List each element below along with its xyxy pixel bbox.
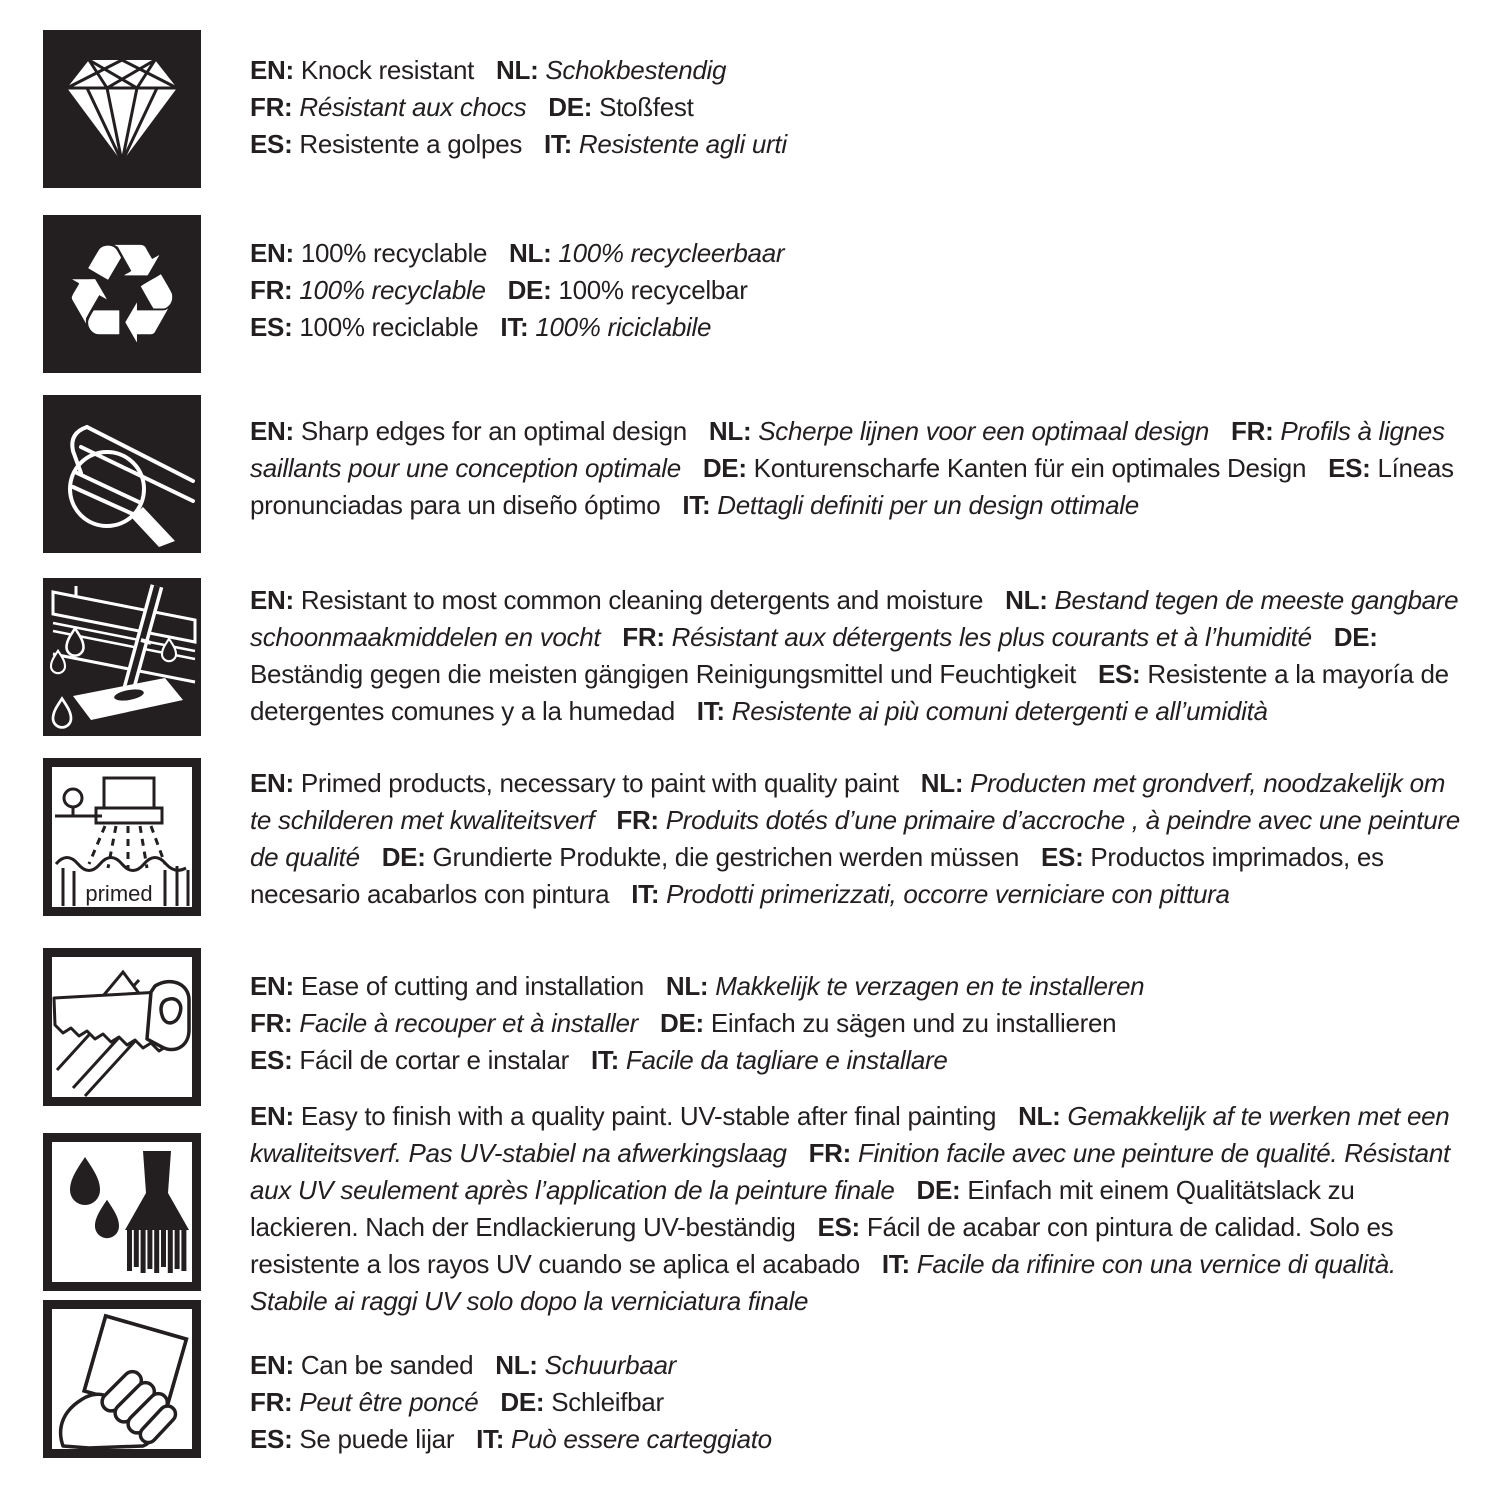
feature-entry bbox=[250, 235, 487, 272]
lang-label: NL: bbox=[495, 1350, 538, 1380]
feature-text: Knock resistant bbox=[300, 55, 475, 85]
feature-text: Scherpe lijnen voor een optimaal design bbox=[758, 416, 1210, 446]
mop-icon bbox=[43, 578, 201, 736]
recycle-icon bbox=[43, 215, 201, 373]
paint-brush-icon bbox=[43, 1133, 201, 1291]
lang-label: FR: bbox=[1231, 416, 1274, 446]
lang-label: FR: bbox=[616, 805, 659, 835]
lang-label: EN: bbox=[250, 1101, 294, 1131]
feature-text: Se puede lijar bbox=[299, 1424, 455, 1454]
lang-label: EN: bbox=[250, 768, 294, 798]
feature-text: Finition facile avec une peinture de qualité. Résistant aux UV seulement après l’application de la peinture finale bbox=[250, 1138, 1450, 1205]
sanding-hand-icon bbox=[43, 1300, 201, 1458]
saw-icon bbox=[43, 948, 201, 1106]
feature-text: Può essere carteggiato bbox=[511, 1424, 772, 1454]
feature-entry bbox=[250, 126, 522, 163]
lang-label: FR: bbox=[622, 622, 665, 652]
feature-text: 100% recycleerbaar bbox=[558, 238, 785, 268]
feature-text: Primed products, necessary to paint with quality paint bbox=[300, 768, 899, 798]
lang-label: NL: bbox=[1018, 1101, 1061, 1131]
feature-text: 100% reciclable bbox=[299, 312, 479, 342]
feature-text: Resistente a golpes bbox=[299, 129, 523, 159]
lang-label: IT: bbox=[476, 1424, 505, 1454]
feature-text-block bbox=[250, 1098, 1462, 1320]
lang-label: EN: bbox=[250, 585, 294, 615]
feature-entry bbox=[682, 490, 1139, 520]
feature-text-block bbox=[250, 413, 1462, 524]
feature-entry bbox=[709, 416, 1209, 446]
lang-label: NL: bbox=[496, 55, 539, 85]
mop-icon bbox=[43, 578, 201, 736]
feature-text: Einfach zu sägen und zu installieren bbox=[710, 1008, 1117, 1038]
recycle-icon bbox=[43, 215, 201, 373]
feature-text-block bbox=[250, 1347, 850, 1458]
lang-label: EN: bbox=[250, 416, 294, 446]
feature-text: Fácil de cortar e instalar bbox=[299, 1045, 570, 1075]
feature-text: Ease of cutting and installation bbox=[300, 971, 644, 1001]
feature-entry bbox=[697, 696, 1268, 726]
feature-text: Peut être poncé bbox=[299, 1387, 479, 1417]
feature-text: Makkelijk te verzagen en te installeren bbox=[715, 971, 1145, 1001]
feature-entry bbox=[500, 309, 711, 346]
feature-text: Prodotti primerizzati, occorre verniciare con pittura bbox=[666, 879, 1230, 909]
lang-label: IT: bbox=[590, 1045, 619, 1075]
lang-label: ES: bbox=[817, 1212, 860, 1242]
feature-text: Resistant to most common cleaning detergents and moisture bbox=[300, 585, 984, 615]
feature-entry bbox=[509, 235, 784, 272]
diamond-icon bbox=[43, 30, 201, 188]
feature-entry bbox=[250, 1421, 454, 1458]
feature-entry bbox=[250, 272, 486, 309]
feature-entry bbox=[250, 89, 526, 126]
feature-text: 100% riciclabile bbox=[535, 312, 712, 342]
sharp-edges-icon bbox=[43, 395, 201, 553]
sanding-hand-icon bbox=[43, 1300, 201, 1458]
feature-text: Résistant aux détergents les plus courants et à l’humidité bbox=[671, 622, 1312, 652]
feature-entry bbox=[250, 1384, 478, 1421]
feature-text: Producten met grondverf, noodzakelijk om te schilderen met kwaliteitsverf bbox=[250, 768, 1446, 835]
primer-spray-icon bbox=[43, 758, 201, 916]
feature-entry bbox=[631, 879, 1229, 909]
lang-label: DE: bbox=[659, 1008, 704, 1038]
feature-text: Sharp edges for an optimal design bbox=[300, 416, 687, 446]
feature-text: Schuurbaar bbox=[544, 1350, 677, 1380]
feature-entry bbox=[250, 416, 687, 446]
lang-label: DE: bbox=[1333, 622, 1378, 652]
feature-text: Schokbestendig bbox=[545, 55, 727, 85]
feature-entry bbox=[250, 1042, 569, 1079]
feature-text: Líneas pronunciadas para un diseño óptimo bbox=[250, 453, 1454, 520]
lang-label: ES: bbox=[250, 1045, 293, 1075]
lang-label: IT: bbox=[544, 129, 572, 159]
feature-text: Resistente agli urti bbox=[578, 129, 787, 159]
feature-entry bbox=[666, 968, 1144, 1005]
feature-text: Can be sanded bbox=[300, 1350, 474, 1380]
lang-label: IT: bbox=[631, 879, 660, 909]
lang-label: DE: bbox=[381, 842, 426, 872]
lang-label: DE: bbox=[702, 453, 747, 483]
feature-entry bbox=[250, 1005, 638, 1042]
feature-entry bbox=[703, 453, 1306, 483]
feature-entry bbox=[250, 1101, 996, 1131]
lang-label: FR: bbox=[808, 1138, 852, 1168]
lang-label: IT: bbox=[696, 696, 725, 726]
feature-text: 100% recyclable bbox=[299, 275, 486, 305]
feature-entry bbox=[250, 585, 983, 615]
feature-entry bbox=[250, 768, 899, 798]
feature-entry bbox=[495, 1347, 676, 1384]
feature-text: Produits dotés d’une primaire d’accroche , à peindre avec une peinture de qualité bbox=[250, 805, 1460, 872]
feature-text: Grundierte Produkte, die gestrichen werden müssen bbox=[432, 842, 1020, 872]
feature-text: Facile da tagliare e installare bbox=[625, 1045, 948, 1075]
diamond-icon bbox=[43, 30, 201, 188]
saw-icon bbox=[43, 948, 201, 1106]
lang-label: DE: bbox=[548, 92, 593, 122]
lang-label: NL: bbox=[665, 971, 709, 1001]
feature-text: Resistente ai più comuni detergenti e all’umidità bbox=[731, 696, 1268, 726]
feature-entry bbox=[544, 126, 787, 163]
feature-text: Stoßfest bbox=[599, 92, 694, 122]
feature-entry bbox=[250, 309, 478, 346]
feature-text: 100% recycelbar bbox=[558, 275, 748, 305]
lang-label: NL: bbox=[708, 416, 752, 446]
feature-entry bbox=[250, 968, 644, 1005]
lang-label: DE: bbox=[507, 275, 552, 305]
feature-entry bbox=[250, 52, 474, 89]
feature-entry bbox=[591, 1042, 948, 1079]
feature-entry bbox=[250, 1347, 473, 1384]
lang-label: ES: bbox=[250, 129, 293, 159]
feature-text: Easy to finish with a quality paint. UV-stable after final painting bbox=[300, 1101, 997, 1131]
lang-label: DE: bbox=[916, 1175, 961, 1205]
feature-text: Facile à recouper et à installer bbox=[299, 1008, 639, 1038]
lang-label: EN: bbox=[250, 971, 294, 1001]
lang-label: DE: bbox=[500, 1387, 545, 1417]
feature-entry bbox=[500, 1384, 663, 1421]
feature-text: Resistente a la mayoría de detergentes comunes y a la humedad bbox=[250, 659, 1449, 726]
feature-text-block bbox=[250, 765, 1462, 913]
feature-text: Schleifbar bbox=[551, 1387, 664, 1417]
lang-label: EN: bbox=[250, 238, 294, 268]
primed-label: primed bbox=[85, 881, 153, 906]
feature-text: Bestand tegen de meeste gangbare schoonmaakmiddelen en vocht bbox=[250, 585, 1459, 652]
feature-text: Gemakkelijk af te werken met een kwaliteitsverf. Pas UV-stabiel na afwerkingslaag bbox=[250, 1101, 1450, 1168]
primer-spray-icon bbox=[43, 758, 201, 916]
lang-label: ES: bbox=[1097, 659, 1141, 689]
lang-label: NL: bbox=[509, 238, 552, 268]
feature-entry bbox=[476, 1421, 772, 1458]
svg-text:♻: ♻ bbox=[60, 215, 184, 373]
feature-entry bbox=[508, 272, 748, 309]
feature-text-block bbox=[250, 968, 1350, 1079]
feature-text: Dettagli definiti per un design ottimale bbox=[717, 490, 1139, 520]
feature-entry bbox=[496, 52, 726, 89]
feature-text-block bbox=[250, 582, 1462, 730]
lang-label: ES: bbox=[250, 312, 293, 342]
feature-text: Konturenscharfe Kanten für ein optimales Design bbox=[753, 453, 1307, 483]
feature-text-block bbox=[250, 52, 890, 163]
feature-entry bbox=[660, 1005, 1116, 1042]
feature-text: Einfach mit einem Qualitätslack zu lackieren. Nach der Endlackierung UV-beständig bbox=[250, 1175, 1355, 1242]
feature-text: Beständig gegen die meisten gängigen Reinigungsmittel und Feuchtigkeit bbox=[250, 659, 1077, 689]
lang-label: ES: bbox=[1040, 842, 1084, 872]
sharp-edges-icon bbox=[43, 395, 201, 553]
lang-label: NL: bbox=[920, 768, 964, 798]
feature-entry bbox=[622, 622, 1312, 652]
feature-text: Productos imprimados, es necesario acabarlos con pintura bbox=[250, 842, 1384, 909]
lang-label: IT: bbox=[682, 490, 711, 520]
feature-text: Facile da rifinire con una vernice di qualità. Stabile ai raggi UV solo dopo la verniciatura finale bbox=[250, 1249, 1396, 1316]
lang-label: IT: bbox=[881, 1249, 910, 1279]
lang-label: IT: bbox=[500, 312, 529, 342]
feature-text: Profils à lignes saillants pour une conception optimale bbox=[250, 416, 1445, 483]
lang-label: FR: bbox=[250, 1387, 293, 1417]
lang-label: FR: bbox=[250, 275, 293, 305]
feature-text-block bbox=[250, 235, 910, 346]
feature-text: Fácil de acabar con pintura de calidad. Solo es resistente a los rayos UV cuando se aplica el acabado bbox=[250, 1212, 1394, 1279]
feature-entry bbox=[548, 89, 693, 126]
lang-label: NL: bbox=[1005, 585, 1048, 615]
lang-label: FR: bbox=[250, 1008, 293, 1038]
lang-label: EN: bbox=[250, 55, 294, 85]
feature-text: 100% recyclable bbox=[300, 238, 488, 268]
feature-entry bbox=[382, 842, 1019, 872]
lang-label: EN: bbox=[250, 1350, 294, 1380]
lang-label: ES: bbox=[1328, 453, 1371, 483]
paint-brush-icon bbox=[43, 1133, 201, 1291]
feature-text: Résistant aux chocs bbox=[299, 92, 527, 122]
lang-label: FR: bbox=[250, 92, 293, 122]
lang-label: ES: bbox=[250, 1424, 293, 1454]
